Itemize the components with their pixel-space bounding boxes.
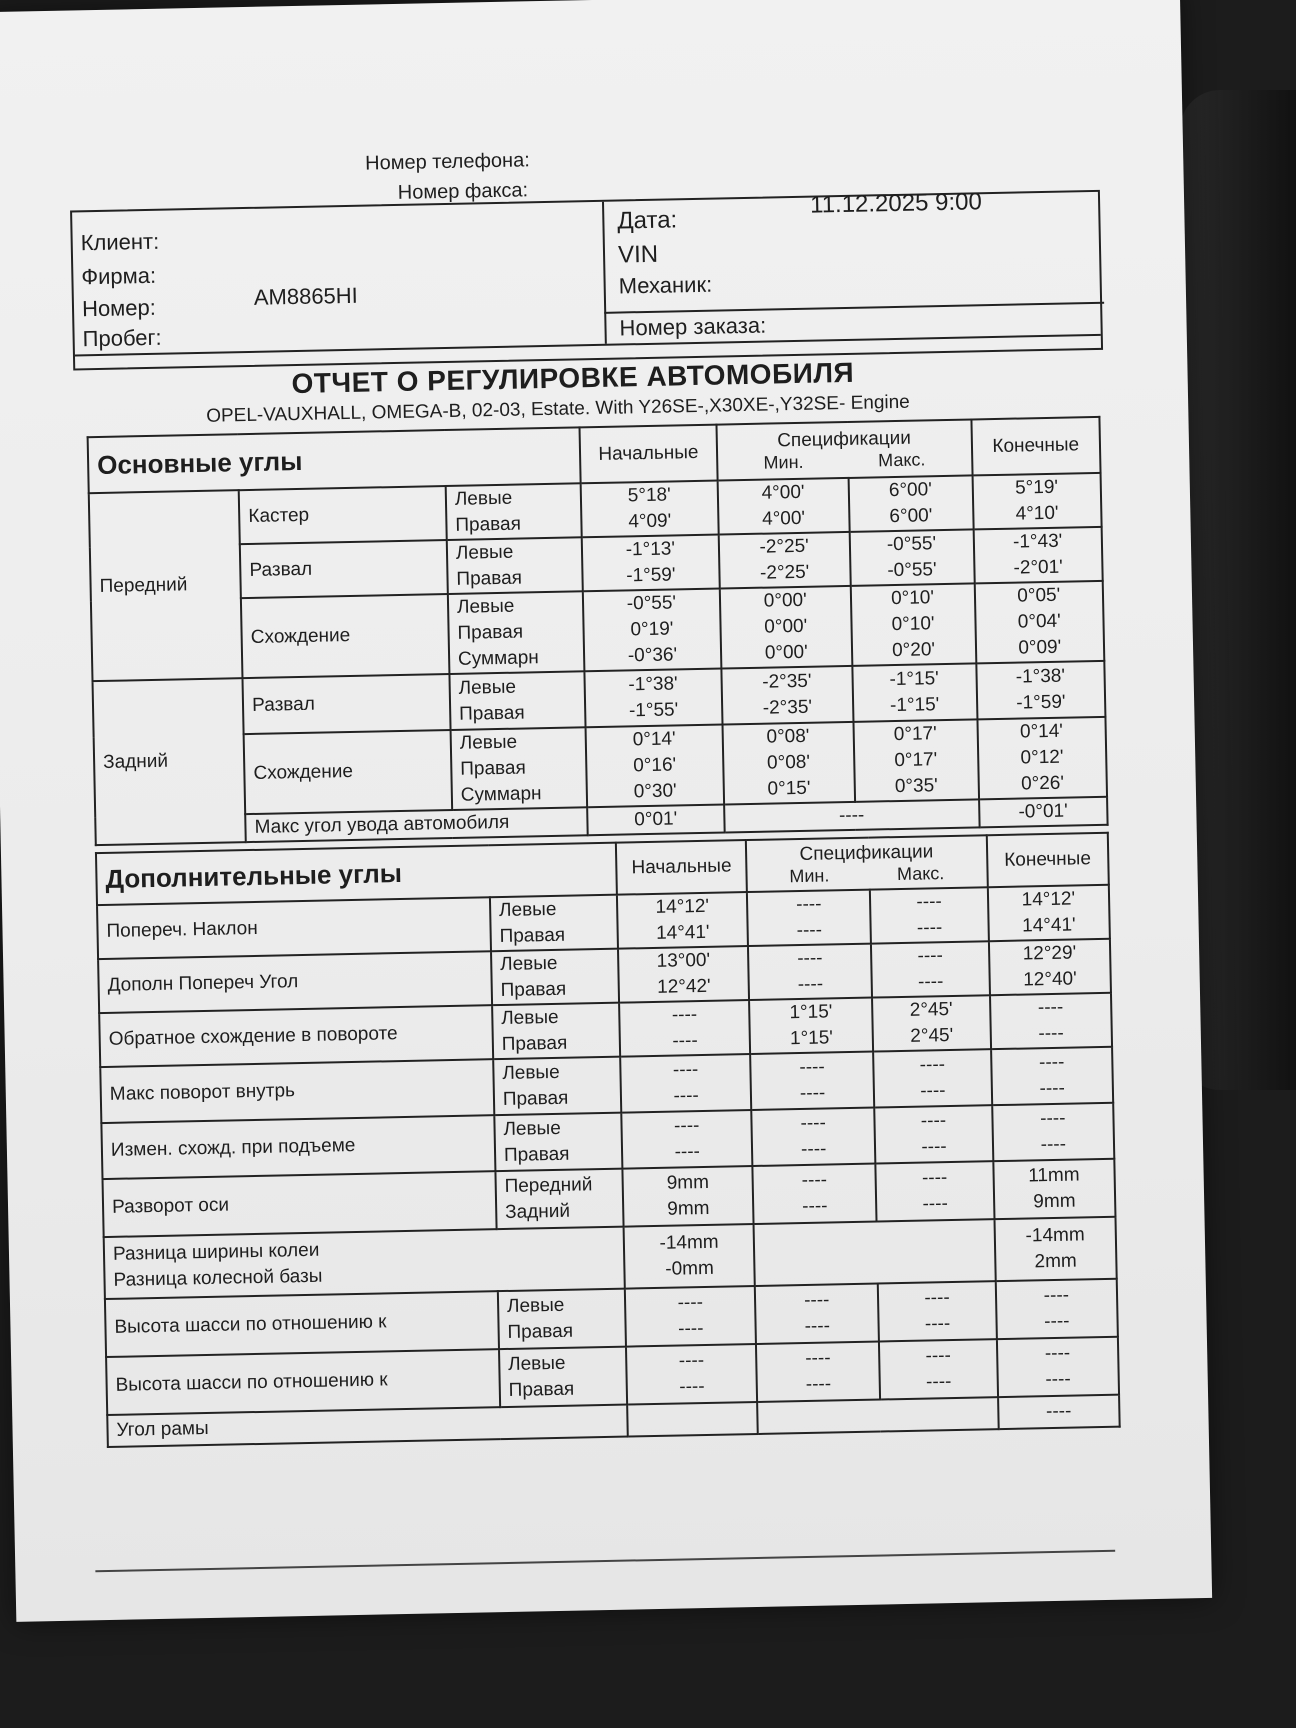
- signature-line: [95, 1550, 1115, 1572]
- row-name: Кастер: [239, 486, 447, 544]
- initial-values: ---- ----: [622, 1110, 753, 1169]
- max-values: 0°10' 0°10' 0°20': [850, 583, 976, 665]
- thrust-final: -0°01': [979, 797, 1108, 828]
- row-sides: Левые Правая Суммарн: [450, 727, 587, 810]
- max-values: ---- ----: [875, 1105, 993, 1163]
- col-initial: Начальные: [616, 840, 747, 895]
- max-values: ---- ----: [878, 1281, 996, 1341]
- max-values: ---- ----: [879, 1339, 997, 1399]
- row-sides: Передний Задний: [495, 1169, 624, 1230]
- initial-values: ---- ----: [621, 1054, 752, 1113]
- row-name: Обратное схождение в повороте: [99, 1005, 493, 1067]
- min-values: ---- ----: [747, 890, 871, 946]
- col-specs-label: Спецификации: [799, 840, 934, 865]
- track-names: Разница ширины колеи Разница колесной базы: [104, 1227, 626, 1299]
- max-values: -0°55' -0°55': [849, 529, 974, 585]
- basic-angles-title: Основные углы: [88, 427, 581, 493]
- col-final: Конечные: [971, 417, 1101, 476]
- max-values: 6°00' 6°00': [848, 475, 973, 531]
- col-max: Макс.: [877, 448, 926, 470]
- thrust-angle-label: Макс угол увода автомобиля: [245, 807, 587, 842]
- final-values: 12°29' 12°40': [989, 939, 1111, 995]
- col-min: Мин.: [789, 864, 830, 886]
- vehicle-description: OPEL-VAUXHALL, OMEGA-B, 02-03, Estate. With Y26SE-,X30XE-,Y32SE- Engine: [206, 391, 910, 427]
- min-values: ---- ----: [748, 944, 872, 1000]
- initial-values: ---- ----: [625, 1286, 756, 1347]
- thrust-spec: ----: [724, 799, 979, 832]
- min-values: ---- ----: [750, 1052, 875, 1110]
- row-name: Разворот оси: [103, 1171, 497, 1237]
- row-sides: Левые Правая: [446, 483, 582, 540]
- min-values: 0°00' 0°00' 0°00': [720, 586, 852, 669]
- min-values: ---- ----: [751, 1108, 876, 1166]
- final-values: -14mm 2mm: [994, 1217, 1117, 1281]
- mechanic-label: Механик:: [618, 271, 713, 299]
- track-spec-empty: [753, 1219, 995, 1286]
- horizontal-divider: [75, 334, 1101, 357]
- final-values: -1°43' -2°01': [973, 527, 1102, 584]
- initial-values: 13°00' 12°42': [618, 946, 749, 1003]
- thrust-initial: 0°01': [587, 805, 725, 836]
- frame-spec-empty: [757, 1397, 998, 1434]
- col-initial: Начальные: [579, 425, 717, 484]
- row-name: Измен. схожд. при подъеме: [101, 1115, 495, 1179]
- final-values: 0°05' 0°04' 0°09': [974, 581, 1104, 664]
- initial-values: -1°38' -1°55': [584, 669, 722, 728]
- client-box: [70, 190, 1103, 371]
- row-sides: Левые Правая: [498, 1289, 627, 1350]
- initial-values: ---- ----: [619, 1000, 750, 1057]
- row-sides: Левые Правая: [449, 671, 585, 730]
- row-name: Развал: [243, 674, 451, 734]
- report-title: ОТЧЕТ О РЕГУЛИРОВКЕ АВТОМОБИЛЯ: [291, 356, 855, 400]
- row-sides: Левые Правая: [490, 895, 619, 952]
- basic-angles-table: [87, 416, 1109, 846]
- col-specs-label: Спецификации: [776, 427, 912, 451]
- final-values: 14°12' 14°41': [987, 885, 1109, 941]
- row-sides: Левые Правая: [491, 949, 620, 1006]
- row-sides: Левые Правая: [492, 1003, 621, 1060]
- min-values: 0°08' 0°08' 0°15': [722, 722, 854, 805]
- initial-values: 5°18' 4°09': [580, 481, 718, 538]
- date-value: 11.12.2025 9:00: [809, 188, 983, 219]
- row-name: Макс поворот внутрь: [100, 1059, 494, 1123]
- final-values: ---- ----: [991, 1047, 1114, 1105]
- min-values: -2°25' -2°25': [719, 532, 851, 589]
- initial-values: -0°55' 0°19' -0°36': [583, 589, 722, 672]
- client-label: Клиент:: [80, 228, 160, 256]
- row-name: Высота шасси по отношению к: [105, 1291, 499, 1357]
- row-name: Схождение: [241, 594, 449, 678]
- row-sides: Левые Правая: [494, 1113, 623, 1172]
- max-values: ---- ----: [876, 1161, 994, 1221]
- max-values: ---- ----: [873, 1049, 991, 1107]
- max-values: 0°17' 0°17' 0°35': [853, 719, 979, 801]
- initial-values: 9mm 9mm: [623, 1166, 754, 1227]
- row-sides: Левые Правая Суммарн: [448, 591, 585, 674]
- final-values: 11mm 9mm: [993, 1159, 1116, 1219]
- initial-values: -14mm -0mm: [624, 1224, 755, 1289]
- min-values: ---- ----: [752, 1164, 877, 1224]
- initial-values: 14°12' 14°41': [617, 892, 748, 949]
- final-values: 5°19' 4°10': [972, 473, 1101, 530]
- row-name: Попереч. Наклон: [97, 897, 491, 959]
- col-specs: [746, 835, 988, 892]
- order-label: Номер заказа:: [619, 312, 767, 341]
- final-values: -1°38' -1°59': [976, 661, 1106, 720]
- vin-label: VIN: [617, 240, 659, 269]
- row-name: Развал: [240, 540, 448, 598]
- phone-label: Номер телефона:: [364, 149, 530, 175]
- min-values: ---- ----: [755, 1284, 880, 1344]
- initial-values: ---- ----: [626, 1344, 757, 1405]
- horizontal-divider-right: [604, 302, 1104, 314]
- col-final: Конечные: [986, 833, 1108, 887]
- final-values: ---- ----: [995, 1279, 1118, 1339]
- additional-angles-table: [95, 832, 1121, 1448]
- row-sides: Левые Правая: [499, 1347, 628, 1408]
- col-max: Макс.: [896, 862, 945, 884]
- frame-angle-label: Угол рамы: [107, 1405, 628, 1447]
- final-values: 0°14' 0°12' 0°26': [977, 717, 1107, 800]
- min-values: -2°35' -2°35': [721, 666, 853, 725]
- max-values: 2°45' 2°45': [872, 995, 990, 1051]
- row-name: Высота шасси по отношению к: [106, 1349, 500, 1415]
- final-values: ---- ----: [992, 1103, 1115, 1161]
- number-value: AM8865HI: [253, 282, 359, 310]
- row-sides: Левые Правая: [447, 537, 583, 594]
- rear-group-label: Задний: [93, 678, 246, 845]
- col-min: Мин.: [763, 451, 804, 473]
- frame-final: ----: [998, 1395, 1120, 1429]
- mileage-label: Пробег:: [82, 324, 162, 352]
- max-values: ---- ----: [870, 887, 988, 943]
- final-values: ---- ----: [990, 993, 1112, 1049]
- fax-label: Номер факса:: [397, 179, 529, 204]
- front-group-label: Передний: [89, 490, 243, 681]
- col-specs: [716, 419, 972, 480]
- max-values: ---- ----: [871, 941, 989, 997]
- date-label: Дата:: [617, 206, 678, 235]
- number-label: Номер:: [81, 294, 157, 322]
- min-values: ---- ----: [756, 1342, 881, 1402]
- additional-angles-title: Дополнительные углы: [96, 843, 617, 905]
- initial-values: 0°14' 0°16' 0°30': [585, 725, 724, 808]
- vertical-divider: [602, 202, 607, 344]
- min-values: 1°15' 1°15': [749, 998, 873, 1054]
- row-name: Схождение: [244, 730, 452, 814]
- row-name: Дополн Попереч Угол: [98, 951, 492, 1013]
- final-values: ---- ----: [996, 1337, 1119, 1397]
- frame-initial-empty: [628, 1402, 758, 1437]
- min-values: 4°00' 4°00': [718, 478, 850, 535]
- row-sides: Левые Правая: [493, 1057, 622, 1116]
- max-values: -1°15' -1°15': [852, 663, 977, 721]
- firm-label: Фирма:: [81, 262, 157, 290]
- initial-values: -1°13' -1°59': [582, 535, 720, 592]
